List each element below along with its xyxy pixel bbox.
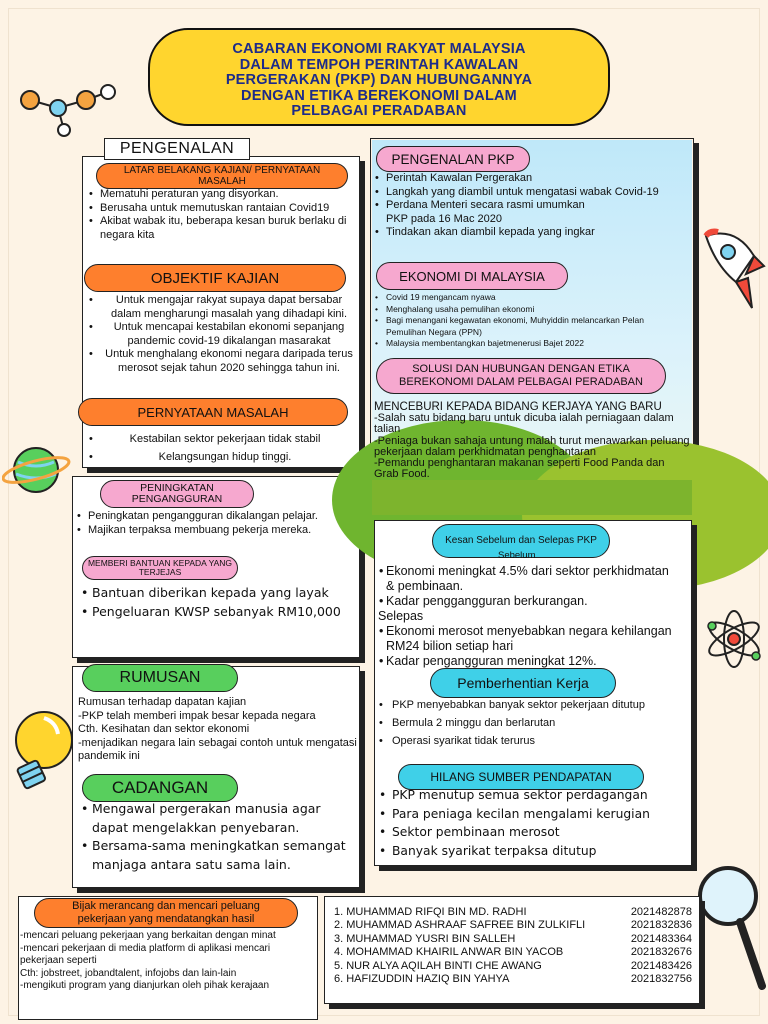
masalah-heading (78, 398, 348, 426)
list-item: • Peningkatan pengangguran dikalangan pelajar. (76, 510, 356, 524)
bantuan-heading (82, 556, 238, 580)
bijak-heading (34, 898, 298, 928)
title-line: CABARAN EKONOMI RAKYAT MALAYSIA (232, 41, 526, 57)
bijak-line: -mencari pekerjaan di media platform di aplikasi mencari pekerjaan seperti (20, 942, 271, 967)
pemberhentian-heading (430, 668, 616, 698)
list-item: • Kadar pengangguran meningkat 12%. (378, 654, 678, 669)
list-item: • Bersama-sama meningkatkan semangat manjaga antara satu sama lain. (80, 837, 358, 874)
kesan-list (378, 564, 678, 669)
list-item: • Kestabilan sektor pekerjaan tidak stabil (88, 430, 350, 448)
member-id: 2021832836 (630, 919, 692, 932)
members-table (334, 906, 692, 986)
list-item: • Langkah yang diambil untuk mengatasi wabak Covid-19 (374, 186, 696, 200)
ekonomi-list (374, 292, 664, 350)
atom-icon (702, 606, 766, 672)
objektif-heading (84, 264, 346, 292)
selepas-label: Selepas (378, 609, 424, 623)
list-item: • PKP menutup semua sektor perdagangan (378, 786, 694, 805)
bijak-heading-text: Bijak merancang dan mencari peluang pekerjaan yang mendatangkan hasil (72, 900, 260, 925)
hill (372, 480, 692, 515)
rumusan-line: Rumusan terhadap dapatan kajian (78, 696, 247, 708)
member-id: 2021832756 (630, 973, 692, 986)
list-item: • Operasi syarikat tidak terurus (378, 732, 678, 750)
pengangguran-heading (100, 480, 254, 508)
cadangan-list (80, 800, 358, 874)
table-row (334, 933, 692, 946)
list-item: • Bermula 2 minggu dan berlarutan (378, 714, 678, 732)
member-name: 2. MUHAMMAD ASHRAAF SAFREE BIN ZULKIFLI (334, 919, 586, 932)
member-name: 4. MOHAMMAD KHAIRIL ANWAR BIN YACOB (334, 946, 564, 959)
table-row (334, 960, 692, 973)
list-item: • Akibat wabak itu, beberapa kesan buruk berlaku di negara kita (88, 215, 350, 242)
hilang-heading-text: HILANG SUMBER PENDAPATAN (430, 770, 612, 784)
list-item: • Kadar penggangguran berkurangan. (378, 594, 678, 609)
list-item: • Perintah Kawalan Pergerakan (374, 172, 696, 186)
list-item: • Bantuan diberikan kepada yang layak (80, 584, 350, 603)
pengangguran-list (76, 510, 356, 537)
rumusan-line: Cth. Kesihatan dan sektor ekonomi (78, 723, 250, 735)
bantuan-list (80, 584, 350, 621)
pemberhentian-list (378, 696, 678, 750)
member-name: 5. NUR ALYA AQILAH BINTI CHE AWANG (334, 959, 542, 972)
list-item: • Mengawal pergerakan manusia agar dapat mengelakkan penyebaran. (80, 800, 358, 837)
member-name: 3. MUHAMMAD YUSRI BIN SALLEH (334, 932, 516, 945)
kesan-heading-text: Kesan Sebelum dan Selepas PKP (445, 534, 597, 546)
pkp-heading (376, 146, 530, 172)
table-row (334, 919, 692, 932)
rumusan-line: -PKP telah memberi impak besar kepada negara (78, 709, 316, 722)
objektif-heading-text: OBJEKTIF KAJIAN (150, 269, 280, 287)
rumusan-text (78, 696, 358, 764)
list-item: • Untuk menghalang ekonomi negara daripada terus merosot sejak tahun 2020 sehingga tahun ini. (88, 348, 358, 375)
lightbulb-icon (0, 700, 80, 808)
title-banner (148, 28, 610, 126)
rocket-icon (696, 216, 766, 316)
table-row (334, 906, 692, 919)
member-id: 2021482878 (630, 906, 692, 918)
list-item: • Perdana Menteri secara rasmi umumkan PKP pada 16 Mac 2020 (374, 199, 696, 226)
latar-list (88, 188, 350, 242)
list-item: • Berusaha untuk memutuskan rantaian Covid19 (88, 202, 350, 216)
list-item: • Banyak syarikat terpaksa ditutup (378, 842, 694, 861)
member-id: 2021832676 (630, 946, 692, 959)
latar-heading (96, 163, 348, 189)
list-item: • Malaysia membentangkan bajetmenerusi Bajet 2022 (374, 338, 664, 350)
hilang-list (378, 786, 694, 860)
solusi-heading-text: SOLUSI DAN HUBUNGAN DENGAN ETIKA BEREKONOMI DALAM PELBAGAI PERADABAN (399, 363, 643, 388)
title-line: DENGAN ETIKA BEREKONOMI DALAM (241, 87, 517, 104)
pkp-list (374, 172, 696, 240)
member-id: 2021483364 (630, 932, 692, 945)
pemberhentian-heading-text: Pemberhentian Kerja (457, 675, 589, 691)
solusi-line: MENCEBURI KEPADA BIDANG KERJAYA YANG BARU (374, 401, 662, 413)
bantuan-heading-text: MEMBERI BANTUAN KEPADA YANG TERJEJAS (87, 557, 233, 577)
list-item: • Tindakan akan diambil kepada yang ingkar (374, 226, 696, 240)
pengangguran-heading-text: PENINGKATAN PENGANGGURAN (131, 482, 223, 505)
rumusan-heading (82, 664, 238, 692)
masalah-heading-text: PERNYATAAN MASALAH (137, 404, 289, 420)
objektif-list (88, 294, 358, 375)
ekonomi-heading (376, 262, 568, 290)
rumusan-line: -menjadikan negara lain sebagai contoh untuk mengatasi pandemik ini (78, 736, 357, 762)
list-item: • Sektor pembinaan merosot (378, 823, 694, 842)
molecule-icon (12, 78, 122, 138)
solusi-line: -Peniaga bukan sahaja untung malah turut menawarkan peluang pekerjaan dalam perkhidmatan penghantaran (374, 434, 690, 458)
latar-heading-text: LATAR BELAKANG KAJIAN/ PERNYATAAN MASALAH (123, 165, 321, 187)
magnifier-icon (696, 862, 766, 992)
cadangan-heading (82, 774, 238, 802)
list-item: • Untuk mencapai kestabilan ekonomi sepanjang pandemic covid-19 dikalangan masarakat (88, 321, 358, 348)
list-item: • Majikan terpaksa membuang pekerja mereka. (76, 524, 356, 538)
member-id: 2021483426 (630, 959, 692, 972)
title-line: PERGERAKAN (PKP) DAN HUBUNGANNYA (225, 72, 533, 88)
list-item: • Pengeluaran KWSP sebanyak RM10,000 (80, 603, 350, 622)
list-item: • Untuk mengajar rakyat supaya dapat bersabar dalam mengharungi masalah yang dihadapi kini. (88, 294, 358, 321)
bijak-text (20, 930, 316, 993)
table-row (334, 973, 692, 986)
planet-icon (2, 440, 74, 502)
list-item: • Kelangsungan hidup tinggi. (88, 448, 350, 466)
list-item: • Ekonomi meningkat 4.5% dari sektor perkhidmatan & pembinaan. (378, 564, 678, 594)
bijak-line: -mencari peluang pekerjaan yang berkaitan dengan minat (20, 930, 276, 941)
rumusan-heading-text: RUMUSAN (119, 669, 201, 686)
list-item: • Bagi menangani kegawatan ekonomi, Muhyiddin melancarkan Pelan Pemulihan Negara (PPN) (374, 315, 664, 338)
member-name: 1. MUHAMMAD RIFQI BIN MD. RADHI (334, 906, 527, 918)
title-line: DALAM TEMPOH PERINTAH KAWALAN (239, 56, 519, 73)
list-item: • Ekonomi merosot menyebabkan negara kehilangan RM24 bilion setiap hari (378, 624, 678, 654)
pkp-heading-text: PENGENALAN PKP (391, 151, 515, 167)
list-item: • Menghalang usaha pemulihan ekonomi (374, 304, 664, 316)
masalah-list (88, 430, 350, 466)
list-item: • Para peniaga kecilan mengalami kerugian (378, 805, 694, 824)
title-line: PELBAGAI PERADABAN (291, 103, 467, 119)
bijak-line: Cth: jobstreet, jobandtalent, infojobs dan lain-lain (20, 967, 237, 979)
list-item: • Covid 19 mengancam nyawa (374, 292, 664, 304)
pengenalan-heading (104, 138, 250, 160)
bijak-line: -mengikuti program yang dianjurkan oleh pihak kerajaan (20, 980, 270, 992)
table-row (334, 946, 692, 959)
solusi-line: -Pemandu penghantaran makanan seperti Food Panda dan Grab Food. (374, 457, 665, 481)
member-name: 6. HAFIZUDDIN HAZIQ BIN YAHYA (334, 973, 510, 986)
solusi-heading (376, 358, 666, 394)
pengenalan-heading-text: PENGENALAN (119, 140, 235, 157)
solusi-text (374, 402, 690, 480)
list-item: • PKP menyebabkan banyak sektor pekerjaan ditutup (378, 696, 678, 714)
sebelum-label: Sebelum (498, 550, 536, 561)
cadangan-heading-text: CADANGAN (111, 778, 209, 797)
ekonomi-heading-text: EKONOMI DI MALAYSIA (399, 268, 545, 284)
solusi-line: -Salah satu bidang baru untuk dicuba ialah perniagaan dalam talian (374, 412, 674, 436)
list-item: • Mematuhi peraturan yang disyorkan. (88, 188, 350, 202)
